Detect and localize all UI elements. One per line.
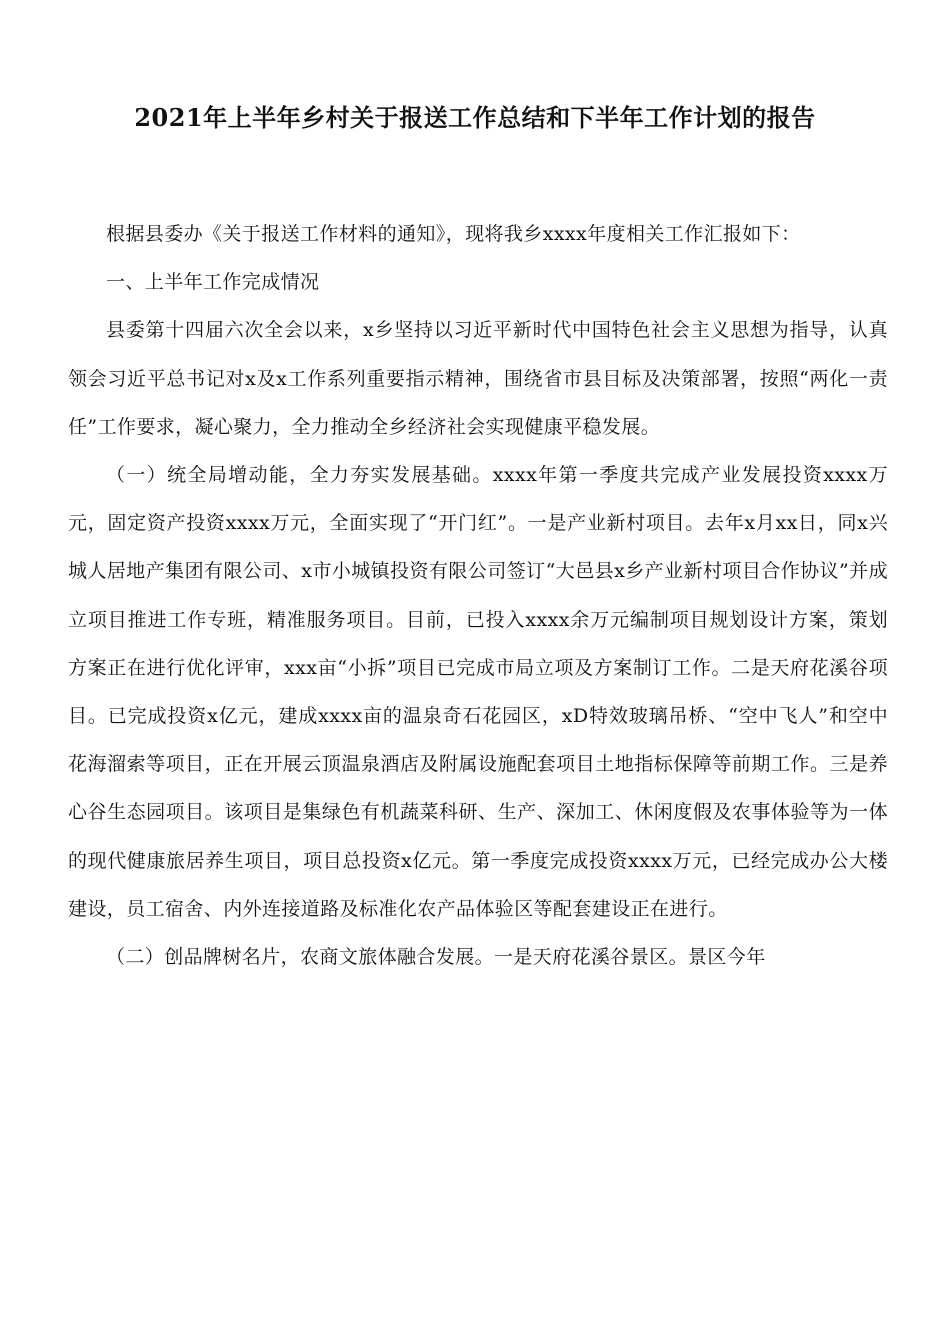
overview-paragraph: 县委第十四届六次全会以来，x乡坚持以习近平新时代中国特色社会主义思想为指导，认真领会习近平总书记对x及x工作系列重要指示精神，围绕省市县目标及决策部署，按照“两化一责任”工作要求，凝心聚力，全力推动全乡经济社会实现健康平稳发展。 — [68, 319, 888, 438]
intro-paragraph: 根据县委办《关于报送工作材料的通知》，现将我乡xxxx年度相关工作汇报如下： — [106, 223, 801, 245]
document-title: 2021年上半年乡村关于报送工作总结和下半年工作计划的报告 — [134, 103, 816, 132]
subsection-1-paragraph: （一）统全局增动能，全力夯实发展基础。xxxx年第一季度共完成产业发展投资xxxx万元，固定资产投资xxxx万元，全面实现了“开门红”。一是产业新村项目。去年x月xx日，同x兴城人居地产集团有限公司、x市小城镇投资有限公司签订“大邑县x乡产业新村项目合作协议”并成立项目推进工作专班，精准服务项目。目前，已投入xxxx余万元编制项目规划设计方案，策划方案正在进行优化评审，xxx亩“小拆”项目已完成市局立项及方案制订工作。二是天府花溪谷项目。已完成投资x亿元，建成xxxx亩的温泉奇石花园区，xD特效玻璃吊桥、“空中飞人”和空中花海溜索等项目，正在开展云顶温泉酒店及附属设施配套项目土地指标保障等前期工作。三是养心谷生态园项目。该项目是集绿色有机蔬菜科研、生产、深加工、休闲度假及农事体验等为一体的现代健康旅居养生项目，项目总投资x亿元。第一季度完成投资xxxx万元，已经完成办公大楼建设，员工宿舍、内外连接道路及标准化农产品体验区等配套建设正在进行。 — [68, 464, 888, 920]
subsection-2-paragraph: （二）创品牌树名片，农商文旅体融合发展。一是天府花溪谷景区。景区今年 — [106, 946, 766, 969]
section-heading: 一、上半年工作完成情况 — [106, 271, 320, 294]
document-body — [68, 210, 888, 981]
